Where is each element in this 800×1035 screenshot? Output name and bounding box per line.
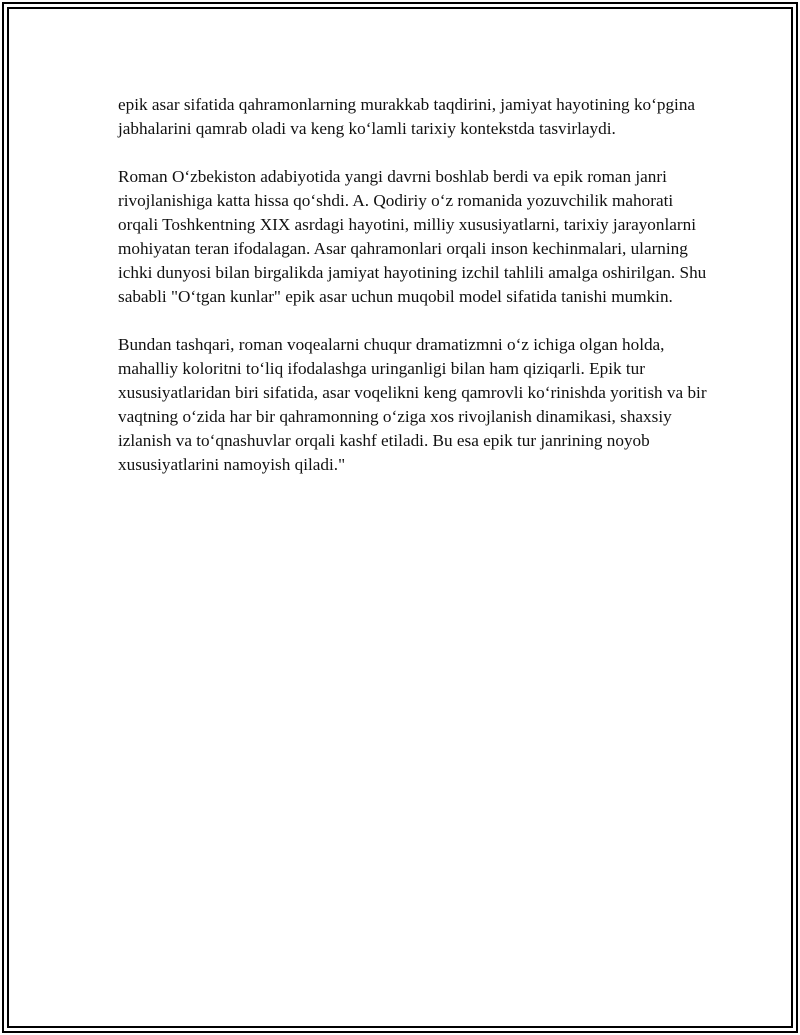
- document-body: [118, 93, 708, 477]
- paragraph-2: Roman Oʻzbekiston adabiyotida yangi davrni boshlab berdi va epik roman janri rivojlanishiga katta hissa qoʻshdi. A. Qodiriy oʻz romanida yozuvchilik mahorati orqali Toshkentning XIX asrdagi hayotini, milliy xususiyatlarni, tarixiy jarayonlarni mohiyatan teran ifodalagan. Asar qahramonlari orqali inson kechinmalari, ularning ichki dunyosi bilan birgalikda jamiyat hayotining izchil tahlili amalga oshirilgan. Shu sababli "Oʻtgan kunlar" epik asar uchun muqobil model sifatida tanishi mumkin.: [118, 167, 707, 306]
- paragraph-1: epik asar sifatida qahramonlarning murakkab taqdirini, jamiyat hayotining koʻpgina jabhalarini qamrab oladi va keng koʻlamli tarixiy kontekstda tasvirlaydi.: [118, 95, 696, 138]
- paragraph-3: Bundan tashqari, roman voqealarni chuqur dramatizmni oʻz ichiga olgan holda, mahalliy koloritni toʻliq ifodalashga uringanligi bilan ham qiziqarli. Epik tur xususiyatlaridan biri sifatida, asar voqelikni keng qamrovli koʻrinishda yoritish va bir vaqtning oʻzida har bir qahramonning oʻziga xos rivojlanish dinamikasi, shaxsiy izlanish va toʻqnashuvlar orqali kashf etiladi. Bu esa epik tur janrining noyob xususiyatlarini namoyish qiladi.": [118, 335, 707, 474]
